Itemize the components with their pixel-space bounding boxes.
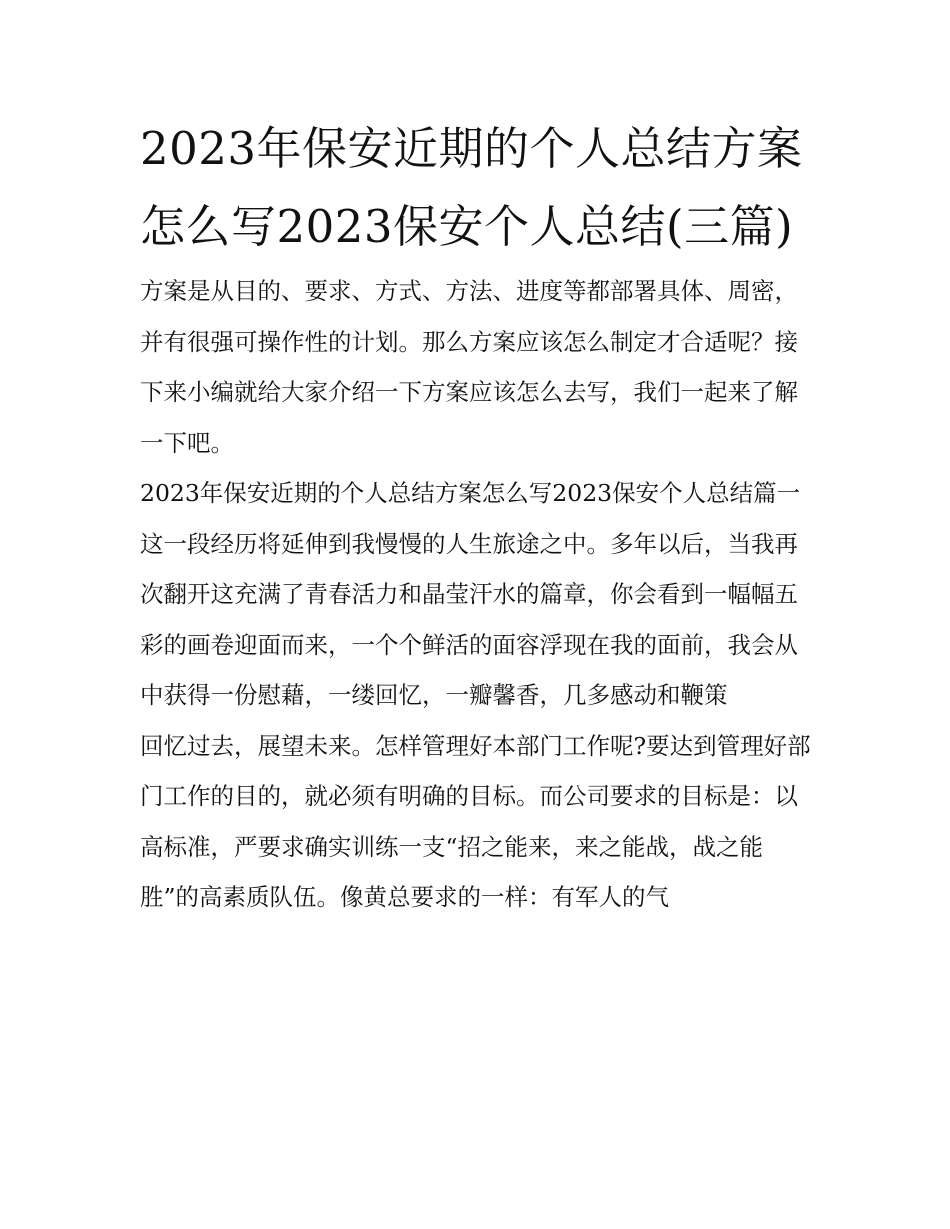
document-title: 2023年保安近期的个人总结方案怎么写2023保安个人总结(三篇) xyxy=(140,122,803,253)
intro-paragraph: 方案是从目的、要求、方式、方法、进度等都部署具体、周密，并有很强可操作性的计划。那么方案应该怎么制定才合适呢？接下来小编就给大家介绍一下方案应该怎么去写，我们一起来了解一下吧。 xyxy=(140,277,798,457)
document-body xyxy=(140,110,820,923)
body-paragraph: 这一段经历将延伸到我慢慢的人生旅途之中。多年以后，当我再次翻开这充满了青春活力和晶莹汗水的篇章，你会看到一幅幅五彩的画卷迎面而来，一个个鲜活的面容浮现在我的面前，我会从中获得一份慰藉，一缕回忆，一瓣馨香，几多感动和鞭策 xyxy=(140,529,798,709)
section-heading: 2023年保安近期的个人总结方案怎么写2023保安个人总结篇一 xyxy=(140,479,801,507)
body-paragraph: 回忆过去，展望未来。怎样管理好本部门工作呢?要达到管理好部门工作的目的，就必须有明确的目标。而公司要求的目标是：以高标准，严要求确实训练一支“招之能来，来之能战，战之能胜”的高素质队伍。像黄总要求的一样：有军人的气 xyxy=(140,731,811,911)
